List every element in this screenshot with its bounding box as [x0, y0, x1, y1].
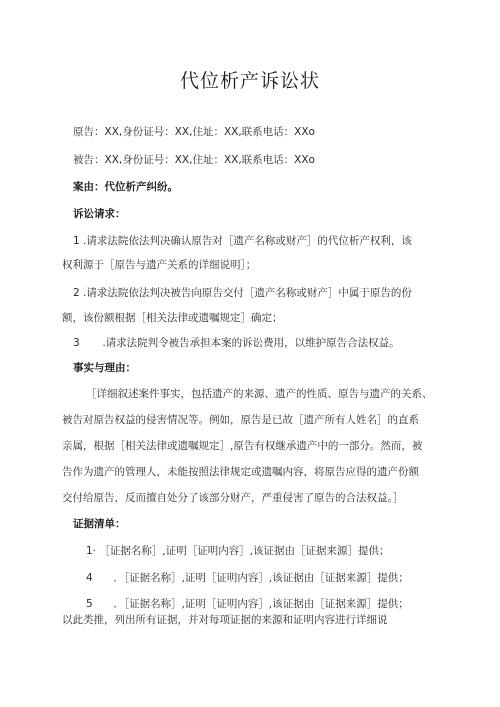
facts-heading: 事实与理由： [73, 362, 136, 374]
plaintiff-info: 原告：XX,身份证号：XX,住址：XX,联系电话：XXo [73, 126, 315, 138]
claim-item-1-continued: 权利源于［原告与遗产关系的详细说明］； [62, 259, 257, 271]
evidence-text: ．［证据名称］,证明［证明内容］,该证据由［证据来源］提供； [113, 572, 409, 584]
claims-heading: 诉讼请求： [73, 208, 126, 220]
claim-item-3 [73, 336, 400, 350]
facts-line-3: 亲属，根据［相关法律或遗嘱规定］,原告有权继承遗产中的一部分。然而，被 [62, 440, 423, 452]
facts-line-4: 告作为遗产的管理人，未能按照法律规定或遗嘱内容，将原告应得的遗产份额 [62, 466, 419, 478]
evidence-number: 5 [86, 598, 93, 610]
claim-item-2 [73, 286, 412, 300]
evidence-item-1 [86, 544, 390, 558]
document-title: 代位析产诉讼状 [179, 70, 320, 92]
evidence-number: 1· [86, 545, 97, 557]
facts-line-1: ［详细叙述案件事实，包括遗产的来源、遗产的性质、原告与遗产的关系、 [86, 388, 433, 400]
evidence-text: ．［证据名称］,证明［证明内容］,该证据由［证据来源］提供； [113, 598, 409, 610]
claim-text: .请求法院判令被告承担本案的诉讼费用，以维护原告合法权益。 [102, 337, 400, 349]
facts-line-5: 交付给原告，反而擅自处分了该部分财产，严重侵害了原告的合法权益。］ [62, 492, 404, 504]
evidence-number: 4 [86, 572, 93, 584]
claim-number: 2 [73, 287, 80, 299]
evidence-item-2 [86, 571, 409, 585]
claim-item-1 [73, 234, 412, 248]
facts-line-2: 被告对原告权益的侵害情况等。例如，原告是已故［遗产所有人姓名］的直系 [62, 414, 419, 426]
closing-line: 以此类推，列出所有证据，并对每项证据的来源和证明内容进行详细说 [62, 614, 388, 626]
claim-item-2-continued: 额，该份额根据［相关法律或遗嘱规定］确定； [62, 312, 283, 324]
defendant-info: 被告：XX,身份证号：XX,住址：XX,联系电话：XXo [73, 154, 315, 166]
cause-of-action: 案由：代位析产纠纷。 [73, 181, 178, 193]
claim-number: 3 [73, 337, 80, 349]
claim-number: 1 [73, 235, 80, 247]
evidence-text: ［证据名称］,证明［证明内容］,该证据由［证据来源］提供； [99, 545, 390, 557]
claim-text: .请求法院依法判决确认原告对［遗产名称或财产］的代位析产权利，该 [83, 235, 412, 247]
evidence-heading: 证据清单： [73, 518, 126, 530]
evidence-item-3 [86, 597, 409, 611]
claim-text: .请求法院依法判决被告向原告交付［遗产名称或财产］中属于原告的份 [83, 287, 412, 299]
